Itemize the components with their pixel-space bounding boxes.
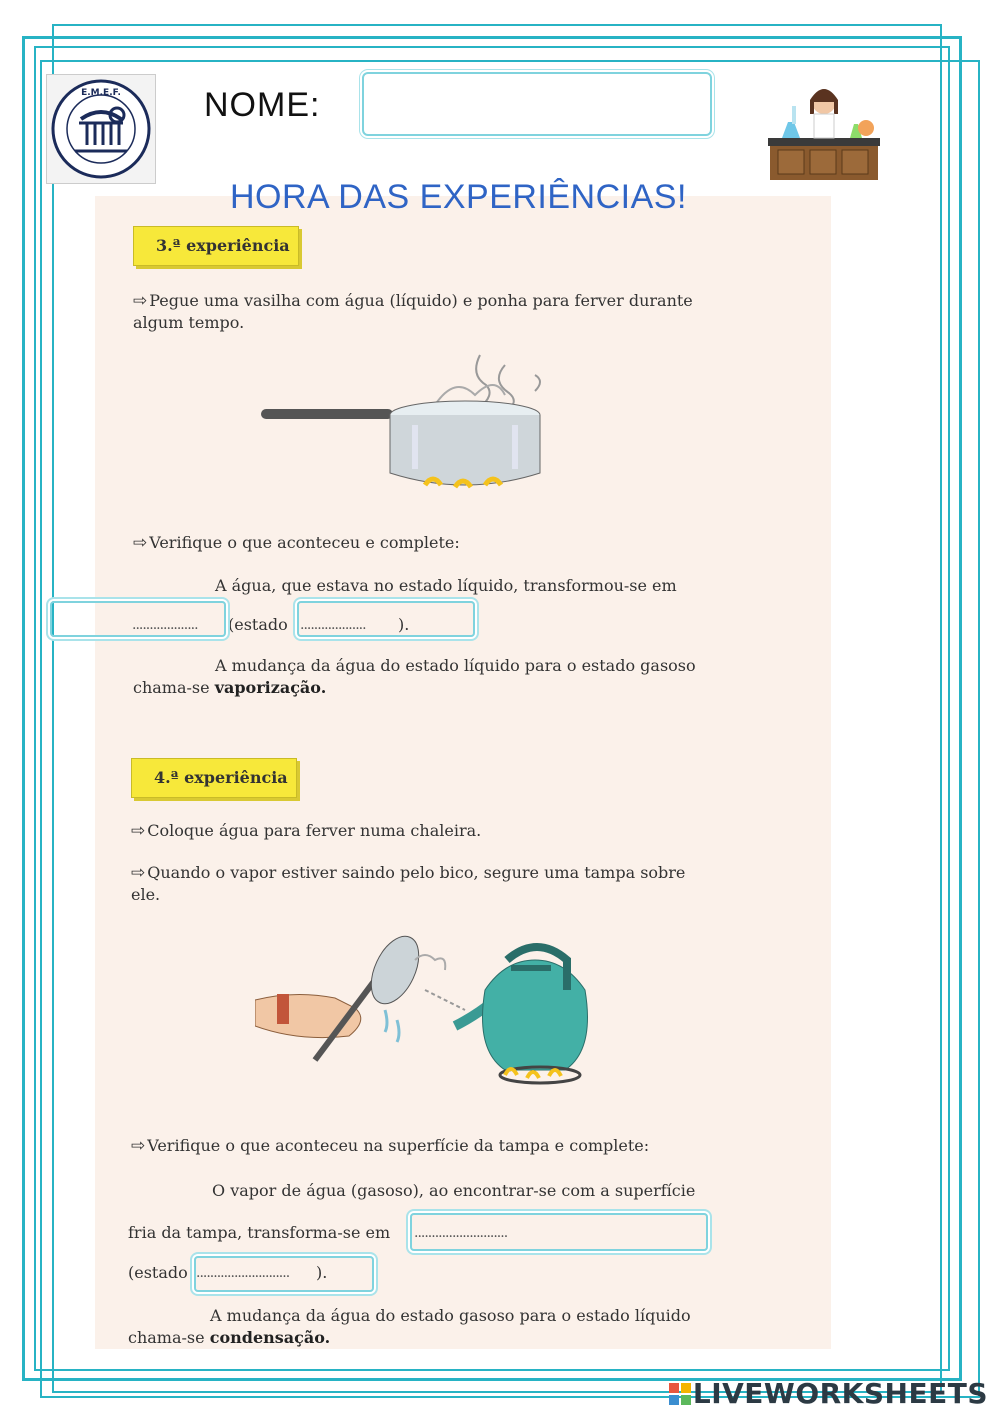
answer-input-2[interactable] [297, 601, 475, 637]
experiment-4-sentence-end: ). [316, 1263, 328, 1282]
liveworksheets-watermark [669, 1377, 988, 1410]
arrow-icon: ⇨ [131, 821, 146, 841]
experiment-4-verify [131, 1135, 731, 1157]
experiment-4-instruction-1 [131, 820, 711, 842]
scientist-lab-icon [768, 84, 880, 182]
name-label: NOME: [204, 86, 321, 124]
experiment-3-label: 3.ª experiência [133, 226, 299, 266]
experiment-4-sentence-1: O vapor de água (gasoso), ao encontrar-se com a superfície [212, 1181, 696, 1200]
experiment-3-verify-text: Verifique o que aconteceu e complete: [149, 533, 460, 552]
school-logo [46, 74, 156, 184]
experiment-3-sentence: A água, que estava no estado líquido, transformou-se em [215, 576, 677, 595]
experiment-4-sentence-3: (estado [128, 1263, 188, 1282]
experiment-4-instruction-1-text: Coloque água para ferver numa chaleira. [147, 821, 482, 840]
vaporization-term: vaporização. [214, 678, 327, 697]
answer-input-3[interactable] [410, 1213, 708, 1251]
arrow-icon: ⇨ [133, 533, 148, 553]
boiling-pot-illustration [255, 345, 585, 505]
experiment-4-explanation-text: A mudança da água do estado gasoso para o estado líquido chama-se [128, 1306, 691, 1347]
experiment-4-label: 4.ª experiência [131, 758, 297, 798]
page-title: HORA DAS EXPERIÊNCIAS! [230, 178, 687, 216]
experiment-4-dots-2: ........................... [196, 1265, 290, 1281]
experiment-3-sentence-end: ). [398, 615, 410, 634]
experiment-4-instruction-2 [131, 862, 711, 906]
arrow-icon: ⇨ [131, 1136, 146, 1156]
experiment-3-sentence-mid: (estado [228, 615, 288, 634]
experiment-3-instruction-text: Pegue uma vasilha com água (líquido) e ponha para ferver durante algum tempo. [133, 291, 693, 332]
watermark-text: LIVEWORKSHEETS [692, 1377, 988, 1410]
kettle-illustration [255, 930, 595, 1090]
answer-input-4[interactable] [194, 1256, 374, 1292]
experiment-4-sentence-2: fria da tampa, transforma-se em [128, 1223, 391, 1242]
experiment-3-verify [133, 532, 713, 554]
experiment-3-dots-2: ................... [300, 617, 366, 633]
logo-text: E.M.E.F. [81, 88, 121, 98]
experiment-4-dots-1: ........................... [414, 1225, 508, 1241]
experiment-4-explanation [128, 1305, 708, 1349]
condensation-term: condensação. [209, 1328, 331, 1347]
experiment-3-dots-1: ................... [132, 617, 198, 633]
experiment-3-explanation-text: A mudança da água do estado líquido para o estado gasoso chama-se [133, 656, 696, 697]
liveworksheets-logo-icon [669, 1383, 691, 1405]
arrow-icon: ⇨ [133, 291, 148, 311]
answer-input-1[interactable] [50, 601, 226, 637]
arrow-icon: ⇨ [131, 863, 146, 883]
name-input[interactable] [362, 72, 712, 136]
experiment-3-instruction [133, 290, 713, 334]
experiment-3-explanation [133, 655, 713, 699]
experiment-4-verify-text: Verifique o que aconteceu na superfície da tampa e complete: [147, 1136, 650, 1155]
experiment-4-instruction-2-text: Quando o vapor estiver saindo pelo bico, segure uma tampa sobre ele. [131, 863, 686, 904]
